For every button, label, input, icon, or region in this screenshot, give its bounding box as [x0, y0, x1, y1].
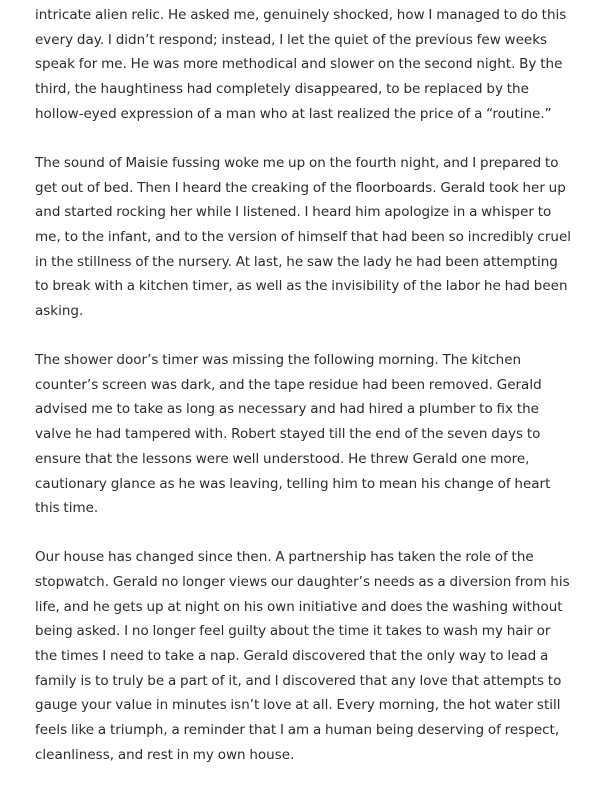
paragraph-3: The shower door’s timer was missing the following morning. The kitchen counter’s screen was dark, and the tape residue had been removed. Gerald advised me to take as long as necessary and had hired a plumber to fix the valve he had tampered with. Robert stayed till the end of the seven days to ensure that the lessons were well understood. He threw Gerald one more, cautionary glance as he was leaving, telling him to mean his change of heart this time.: [35, 352, 551, 517]
article-body: [35, 3, 575, 792]
paragraph-1: intricate alien relic. He asked me, genuinely shocked, how I managed to do this every day. I didn’t respond; instead, I let the quiet of the previous few weeks speak for me. He was more methodical and slower on the second night. By the third, the haughtiness had completely disappeared, to be replaced by the hollow-eyed expression of a man who at last realized the price of a “routine.”: [35, 7, 567, 122]
paragraph-4: Our house has changed since then. A partnership has taken the role of the stopwatch. Gerald no longer views our daughter’s needs as a diversion from his life, and he gets up at night on his own initiative and does the washing without being asked. I no longer feel guilty about the time it takes to wash my hair or the times I need to take a nap. Gerald discovered that the only way to lead a family is to truly be a part of it, and I discovered that any love that attempts to gauge your value in minutes isn’t love at all. Every morning, the hot water still feels like a triumph, a reminder that I am a human being deserving of respect, cleanliness, and rest in my own house.: [35, 549, 570, 763]
paragraph-2: The sound of Maisie fussing woke me up on the fourth night, and I prepared to get out of bed. Then I heard the creaking of the floorboards. Gerald took her up and started rocking her while I listened. I heard him apologize in a whisper to me, to the infant, and to the version of himself that had been so incredibly cruel in the stillness of the nursery. At last, he saw the lady he had been attempting to break with a kitchen timer, as well as the invisibility of the labor he had been asking.: [35, 154, 572, 320]
